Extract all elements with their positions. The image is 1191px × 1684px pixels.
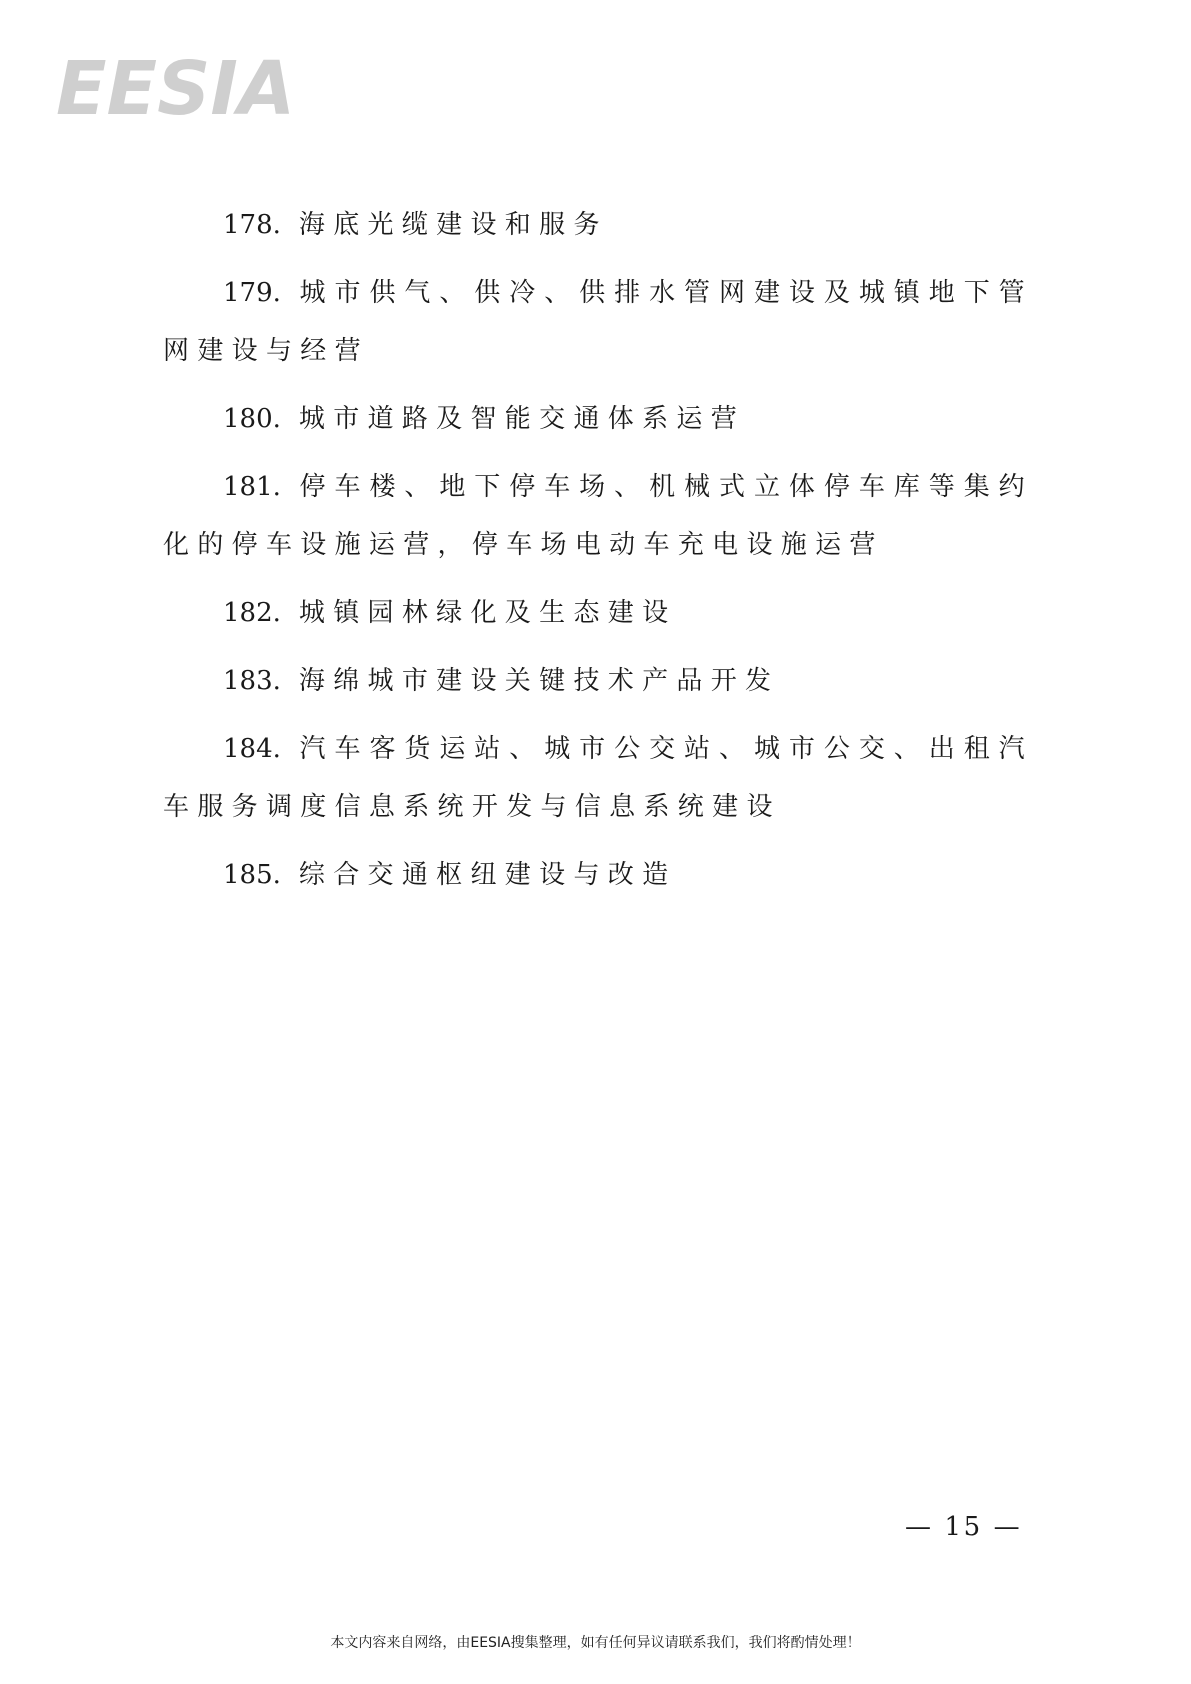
logo-text: EESIA	[56, 48, 296, 130]
list-item	[163, 846, 1033, 904]
item-number: 183.	[223, 666, 281, 696]
item-text: 城镇园林绿化及生态建设	[298, 598, 677, 628]
page-number: — 15 —	[905, 1512, 1023, 1542]
footer-note: 本文内容来自网络，由EESIA搜集整理，如有任何异议请联系我们，我们将酌情处理！	[330, 1635, 861, 1651]
document-body	[163, 196, 1033, 914]
item-text: 海绵城市建设关键技术产品开发	[298, 666, 780, 696]
item-text: 综合交通枢纽建设与改造	[298, 860, 677, 890]
list-item	[163, 264, 1033, 380]
item-number: 178.	[223, 210, 281, 240]
item-text: 汽车客货运站、城市公交站、城市公交、出租汽车服务调度信息系统开发与信息系统建设	[163, 734, 1033, 822]
list-item	[163, 196, 1033, 254]
item-number: 182.	[223, 598, 281, 628]
item-number: 180.	[223, 404, 281, 434]
list-item	[163, 390, 1033, 448]
eesia-logo	[56, 48, 296, 130]
list-item	[163, 720, 1033, 836]
item-number: 179.	[223, 278, 281, 308]
list-item	[163, 652, 1033, 710]
list-item	[163, 584, 1033, 642]
list-item	[163, 458, 1033, 574]
item-number: 184.	[223, 734, 281, 764]
item-text: 城市供气、供冷、供排水管网建设及城镇地下管网建设与经营	[163, 278, 1033, 366]
item-text: 城市道路及智能交通体系运营	[298, 404, 746, 434]
item-text: 停车楼、地下停车场、机械式立体停车库等集约化的停车设施运营，停车场电动车充电设施运营	[163, 472, 1033, 560]
item-text: 海底光缆建设和服务	[298, 210, 608, 240]
item-number: 185.	[223, 860, 281, 890]
item-number: 181.	[223, 472, 281, 502]
